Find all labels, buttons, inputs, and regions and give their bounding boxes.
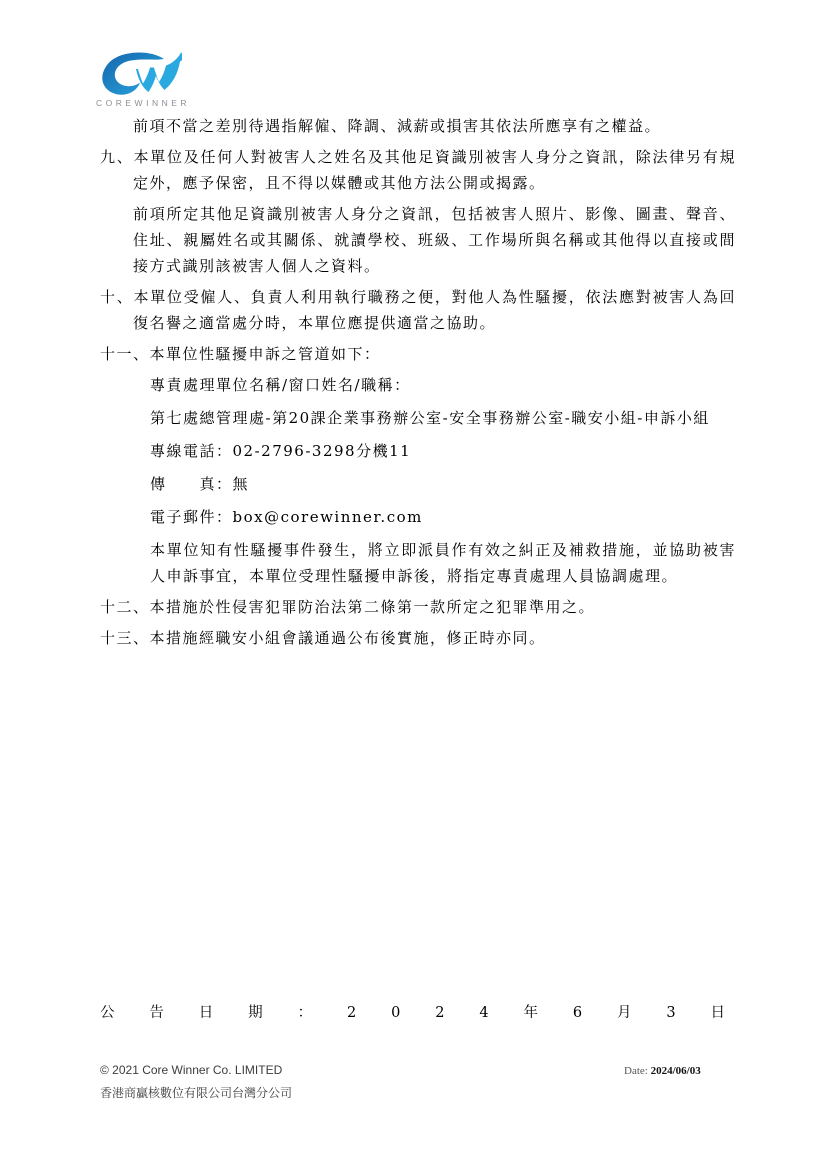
announce-char: ： [297, 1005, 313, 1021]
clause-10 [100, 284, 736, 336]
footer-date-label: Date: [624, 1065, 648, 1077]
footer [100, 1059, 292, 1105]
announce-char: 期 [248, 1005, 263, 1021]
clause-11-text: 本單位性騷擾申訴之管道如下： [149, 345, 381, 363]
announcement-date-row [100, 1003, 725, 1023]
announce-char: 2 [435, 1005, 445, 1021]
complaint-unit-name: 第七處總管理處-第20課企業事務辦公室-安全事務辦公室-職安小組-申訴小組 [150, 409, 710, 427]
clause-13-text: 本措施經職安小組會議通過公布後實施，修正時亦同。 [149, 629, 546, 647]
complaint-hotline: 專線電話：02-2796-3298分機11 [150, 442, 412, 460]
clause-10-label: 十、 [100, 288, 134, 306]
clause-12-text: 本措施於性侵害犯罪防治法第二條第一款所定之犯罪準用之。 [149, 598, 596, 616]
clause-9-text: 本單位及任何人對被害人之姓名及其他足資識別被害人身分之資訊，除法律另有規定外，應予保密，且不得以媒體或其他方法公開或揭露。 [133, 148, 736, 192]
announce-char: 日 [198, 1005, 214, 1021]
clause-11-label: 十一、 [100, 345, 150, 363]
announce-char: 月 [616, 1005, 632, 1021]
clause-10-text: 本單位受僱人、負責人利用執行職務之便，對他人為性騷擾，依法應對被害人為回復名譽之適當處分時，本單位應提供適當之協助。 [133, 288, 736, 332]
announce-char: 告 [149, 1005, 164, 1021]
clause-12-label: 十二、 [100, 598, 150, 616]
announce-char: 4 [479, 1005, 489, 1021]
complaint-channel-block [150, 372, 736, 589]
clause-9-subparagraph: 前項所定其他足資識別被害人身分之資訊，包括被害人照片、影像、圖畫、聲音、住址、親屬姓名或其關係、就讀學校、班級、工作場所與名稱或其他得以直接或間接方式識別該被害人個人之資料。 [133, 205, 736, 275]
announce-char: 年 [523, 1005, 538, 1021]
clause-9-label: 九、 [100, 148, 134, 166]
announce-char: 3 [666, 1005, 676, 1021]
clause-12 [100, 594, 736, 620]
corewinner-logo-text: COREWINNER [96, 98, 191, 108]
document-body [100, 113, 736, 656]
announce-char: 0 [391, 1005, 401, 1021]
complaint-handling-note: 本單位知有性騷擾事件發生，將立即派員作有效之糾正及補救措施，並協助被害人申訴事宜，本單位受理性騷擾申訴後，將指定專責處理人員協調處理。 [150, 541, 736, 585]
footer-date-value: 2024/06/03 [650, 1065, 701, 1077]
clause-11 [100, 341, 736, 367]
corewinner-logo-icon [100, 52, 182, 96]
clause-13-label: 十三、 [100, 629, 150, 647]
announce-char: 公 [100, 1005, 115, 1021]
announce-char: 6 [572, 1005, 583, 1021]
footer-copyright: © 2021 Core Winner Co. LIMITED [100, 1063, 283, 1077]
intro-paragraph: 前項不當之差別待遇指解僱、降調、減薪或損害其依法所應享有之權益。 [133, 117, 662, 135]
announce-char: 日 [710, 1005, 725, 1021]
clause-9 [100, 144, 736, 196]
complaint-fax: 傳 真：無 [150, 475, 250, 493]
complaint-email: 電子郵件：box@corewinner.com [150, 508, 423, 526]
announce-char: 2 [346, 1005, 357, 1021]
corewinner-logo [96, 52, 191, 108]
footer-company-name: 香港商贏核數位有限公司台灣分公司 [100, 1086, 293, 1100]
complaint-unit-title: 專責處理單位名稱/窗口姓名/職稱： [150, 376, 411, 394]
clause-13 [100, 625, 736, 651]
footer-date [624, 1065, 701, 1077]
